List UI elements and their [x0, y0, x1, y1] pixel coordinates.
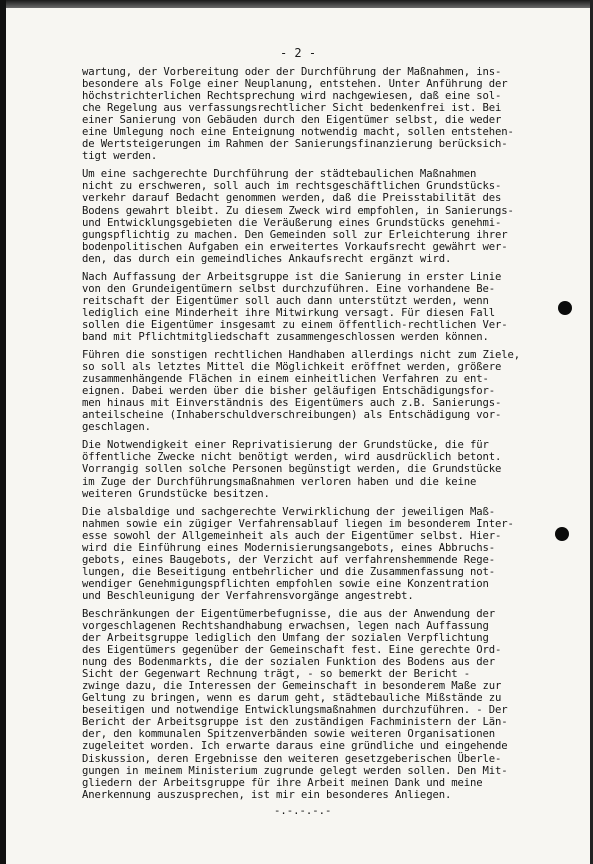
- paragraph-1: wartung, der Vorbereitung oder der Durchführung der Maßnahmen, ins- besondere als Folge einer Neuplanung, entstehen. Unter Anführung der höchstrichterlichen Rechtsprechung wird nachgewiesen, daß eine sol- che Regelung aus verfassungsrechtlicher Sicht bedenkenfrei ist. Bei einer Sanierung von Gebäuden durch den Eigentümer selbst, die weder eine Umlegung noch eine Enteignung notwendig macht, sollen entstehen- de Wertsteigerungen im Rahmen der Sanierungsfinanzierung berücksich- tigt werden.: [82, 66, 514, 163]
- paragraph-3: Nach Auffassung der Arbeitsgruppe ist die Sanierung in erster Linie von den Grundeigentümern selbst durchzuführen. Eine vorhandene Be- reitschaft der Eigentümer soll auch dann unterstützt werden, wenn lediglich eine Minderheit ihre Mitwirkung versagt. Für diesen Fall sollen die Eigentümer insgesamt zu einem öffentlich-rechtlichen Ver- band mit Pflichtmitgliedschaft zusammengeschlossen werden können.: [82, 270, 508, 343]
- punch-hole-upper: [558, 301, 572, 315]
- scan-edge: [6, 0, 590, 8]
- paragraph-5: Die Notwendigkeit einer Reprivatisierung der Grundstücke, die für öffentliche Zwecke nicht benötigt werden, wird ausdrücklich betont. Vorrangig sollen solche Personen begünstigt werden, die Grundstücke im Zuge der Durchführungsmaßnahmen verloren haben und die keine weiteren Grundstücke besitzen.: [82, 439, 502, 500]
- closing-mark: -.-.-.-.-: [274, 804, 332, 817]
- document-body: [82, 66, 572, 817]
- paragraph-4: Führen die sonstigen rechtlichen Handhaben allerdings nicht zum Ziele, so soll als letztes Mittel die Möglichkeit eröffnet werden, größere zusammenhängende Flächen in einem einheitlichen Verfahren zu ent- eignen. Dabei werden über die bisher geläufigen Entschädigungsfor- men hinaus mit Einverständnis des Eigentümers auch z.B. Sanierungs- anteilscheine (Inhaberschuldverschreibungen) als Entschädigung vor- geschlagen.: [82, 349, 521, 434]
- paragraph-6: Die alsbaldige und sachgerechte Verwirklichung der jeweiligen Maß- nahmen sowie ein zügiger Verfahrensablauf liegen im besonderem Inter- esse sowohl der Allgemeinheit als auch der Eigentümer selbst. Hier- wird die Einführung eines Modernisierungsangebots, eines Abbruchs- gebots, eines Baugebots, der Verzicht auf verfahrenshemmende Rege- lungen, die Beseitigung entbehrlicher und die Zusammenfassung not- wendiger Genehmigungspflichten empfohlen sowie eine Konzentration und Beschleunigung der Verfahrensvorgänge angestrebt.: [82, 505, 514, 602]
- page-number: - 2 -: [279, 46, 317, 60]
- punch-hole-lower: [555, 527, 569, 541]
- paragraph-2: Um eine sachgerechte Durchführung der städtebaulichen Maßnahmen nicht zu erschweren, soll auch im rechtsgeschäftlichen Grundstücks- verkehr darauf Bedacht genommen werden, daß die Preisstabilität des Bodens gewahrt bleibt. Zu diesem Zweck wird empfohlen, in Sanierungs- und Entwicklungsgebieten die Veräußerung eines Grundstücks genehmi- gungspflichtig zu machen. Den Gemeinden soll zur Erleichterung ihrer bodenpolitischen Aufgaben ein erweitertes Vorkaufsrecht gewährt wer- den, das durch ein gemeindliches Ankaufsrecht ergänzt wird.: [82, 168, 514, 265]
- paragraph-7: Beschränkungen der Eigentümerbefugnisse, die aus der Anwendung der vorgeschlagenen Rechtshandhabung erwachsen, legen nach Auffassung der Arbeitsgruppe lediglich den Umfang der sozialen Verpflichtung des Eigentümers gegenüber der Gemeinschaft fest. Eine gerechte Ord- nung des Bodenmarkts, die der sozialen Funktion des Bodens aus der Sicht der Gegenwart Rechnung trägt, - so bemerkt der Bericht - zwinge dazu, die Interessen der Gemeinschaft in besonderem Maße zur Geltung zu bringen, wenn es darum geht, städtebauliche Mißstände zu beseitigen und notwendige Entwicklungsmaßnahmen durchzuführen. - Der Bericht der Arbeitsgruppe ist den zuständigen Fachministern der Län- der, den kommunalen Spitzenverbänden sowie weiteren Organisationen zugeleitet worden. Ich erwarte daraus eine gründliche und eingehende Diskussion, deren Ergebnisse den weiteren gesetzgeberischen Überle- gungen in meinem Ministerium zugrunde gelegt werden sollen. Den Mit- gliedern der Arbeitsgruppe für ihre Arbeit meinen Dank und meine Anerkennung auszusprechen, ist mir ein besonderes Anliegen.: [82, 607, 508, 801]
